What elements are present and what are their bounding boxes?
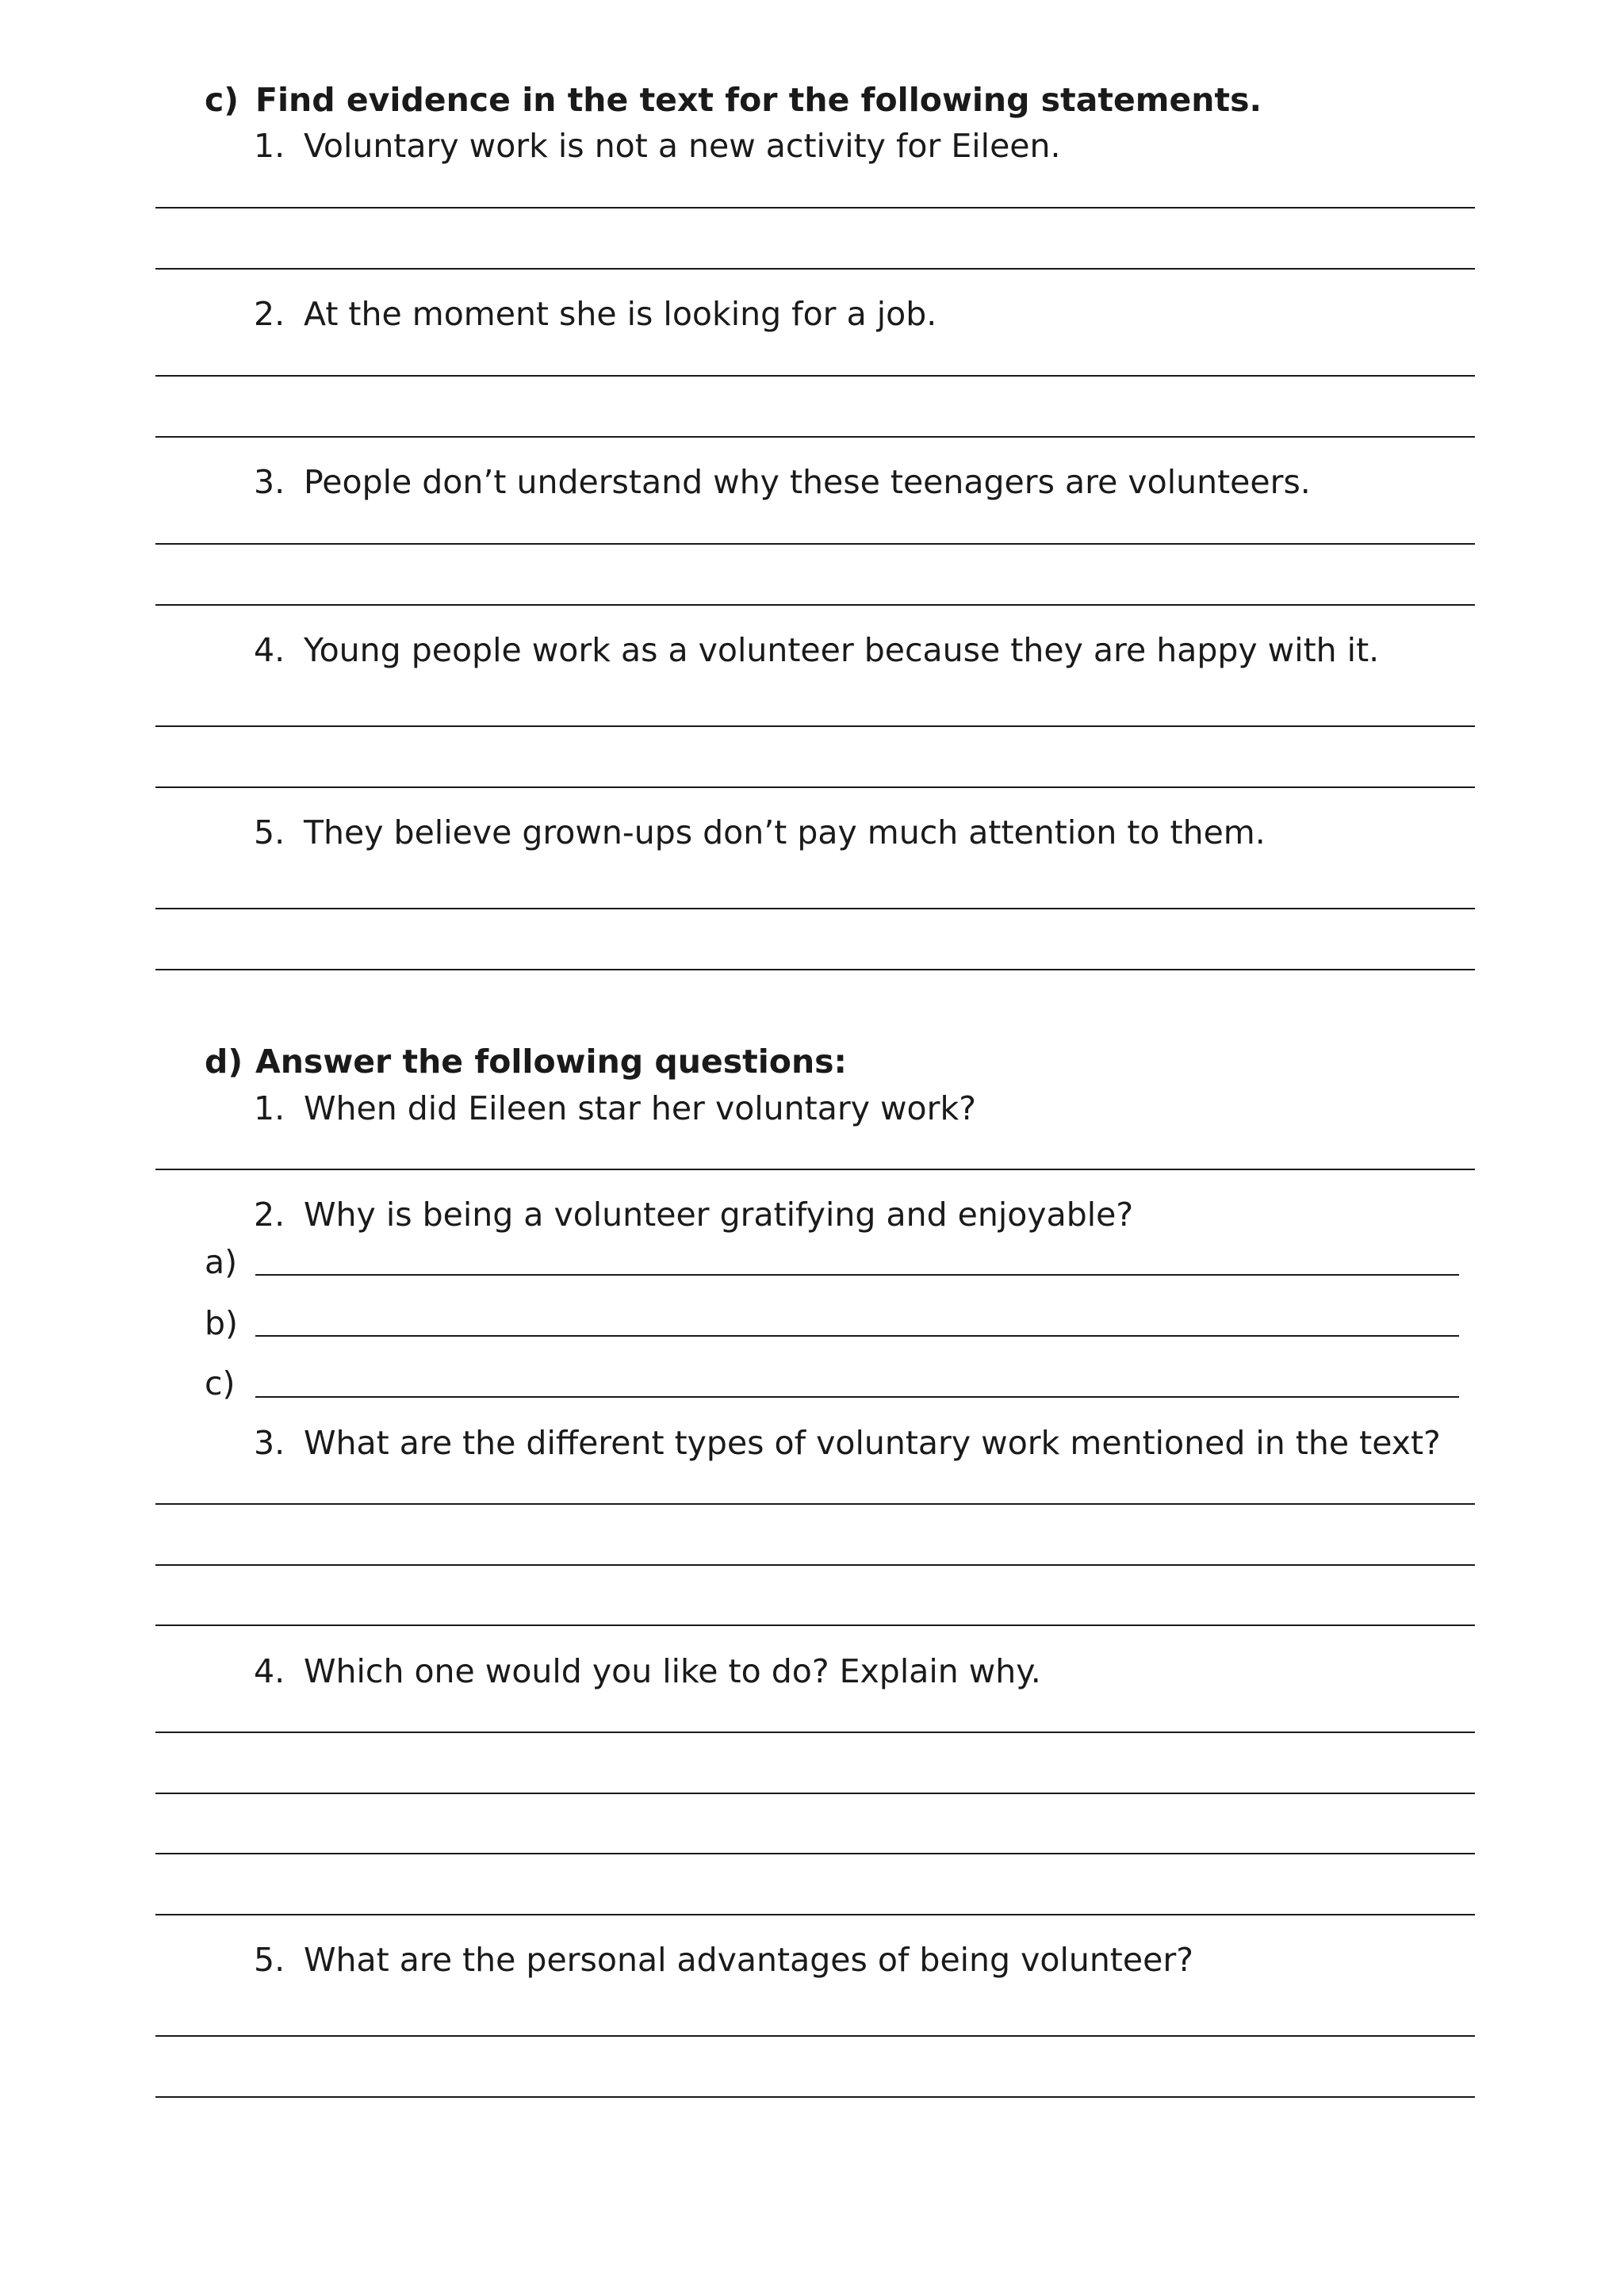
d-item-3-text: What are the different types of voluntary work mentioned in the text?: [304, 1424, 1441, 1462]
d-item-4-number: 4.: [254, 1652, 285, 1690]
answer-line[interactable]: [155, 1169, 1475, 1170]
section-c-heading: Find evidence in the text for the following statements.: [255, 81, 1262, 119]
section-c-label: c): [205, 81, 239, 119]
answer-line[interactable]: [255, 1396, 1459, 1398]
d-item-1-text: When did Eileen star her voluntary work?: [304, 1089, 976, 1127]
sub-label-c: c): [205, 1364, 236, 1402]
sub-label-b: b): [205, 1304, 239, 1342]
answer-line[interactable]: [155, 375, 1475, 377]
answer-line[interactable]: [155, 207, 1475, 209]
c-item-1-number: 1.: [254, 127, 285, 165]
answer-line[interactable]: [155, 1914, 1475, 1915]
c-item-4-number: 4.: [254, 631, 285, 669]
c-item-5-number: 5.: [254, 813, 285, 851]
c-item-3-number: 3.: [254, 463, 285, 501]
c-item-5-text: They believe grown-ups don’t pay much attention to them.: [304, 813, 1266, 851]
answer-line[interactable]: [155, 2035, 1475, 2037]
d-item-3-number: 3.: [254, 1424, 285, 1462]
d-item-1-number: 1.: [254, 1089, 285, 1127]
c-item-3-text: People don’t understand why these teenagers are volunteers.: [304, 463, 1311, 501]
sub-label-a: a): [205, 1243, 238, 1281]
answer-line[interactable]: [155, 268, 1475, 270]
d-item-4-text: Which one would you like to do? Explain why.: [304, 1652, 1041, 1690]
answer-line[interactable]: [155, 1732, 1475, 1733]
c-item-1-text: Voluntary work is not a new activity for Eileen.: [304, 127, 1061, 165]
answer-line[interactable]: [155, 1564, 1475, 1566]
answer-line[interactable]: [155, 725, 1475, 727]
section-d-heading: Answer the following questions:: [255, 1043, 847, 1081]
d-item-2-text: Why is being a volunteer gratifying and enjoyable?: [304, 1196, 1134, 1234]
section-d-label: d): [205, 1043, 243, 1081]
answer-line[interactable]: [155, 2096, 1475, 2098]
answer-line[interactable]: [155, 1624, 1475, 1626]
c-item-2-number: 2.: [254, 295, 285, 333]
d-item-2-number: 2.: [254, 1196, 285, 1234]
answer-line[interactable]: [155, 604, 1475, 606]
answer-line[interactable]: [155, 969, 1475, 970]
answer-line[interactable]: [155, 1503, 1475, 1505]
answer-line[interactable]: [155, 543, 1475, 545]
answer-line[interactable]: [255, 1274, 1459, 1276]
answer-line[interactable]: [155, 1853, 1475, 1854]
c-item-2-text: At the moment she is looking for a job.: [304, 295, 937, 333]
answer-line[interactable]: [155, 786, 1475, 788]
answer-line[interactable]: [155, 1793, 1475, 1794]
d-item-5-number: 5.: [254, 1941, 285, 1979]
answer-line[interactable]: [255, 1335, 1459, 1337]
answer-line[interactable]: [155, 908, 1475, 909]
answer-line[interactable]: [155, 436, 1475, 438]
c-item-4-text: Young people work as a volunteer because they are happy with it.: [304, 631, 1380, 669]
d-item-5-text: What are the personal advantages of being volunteer?: [304, 1941, 1193, 1979]
